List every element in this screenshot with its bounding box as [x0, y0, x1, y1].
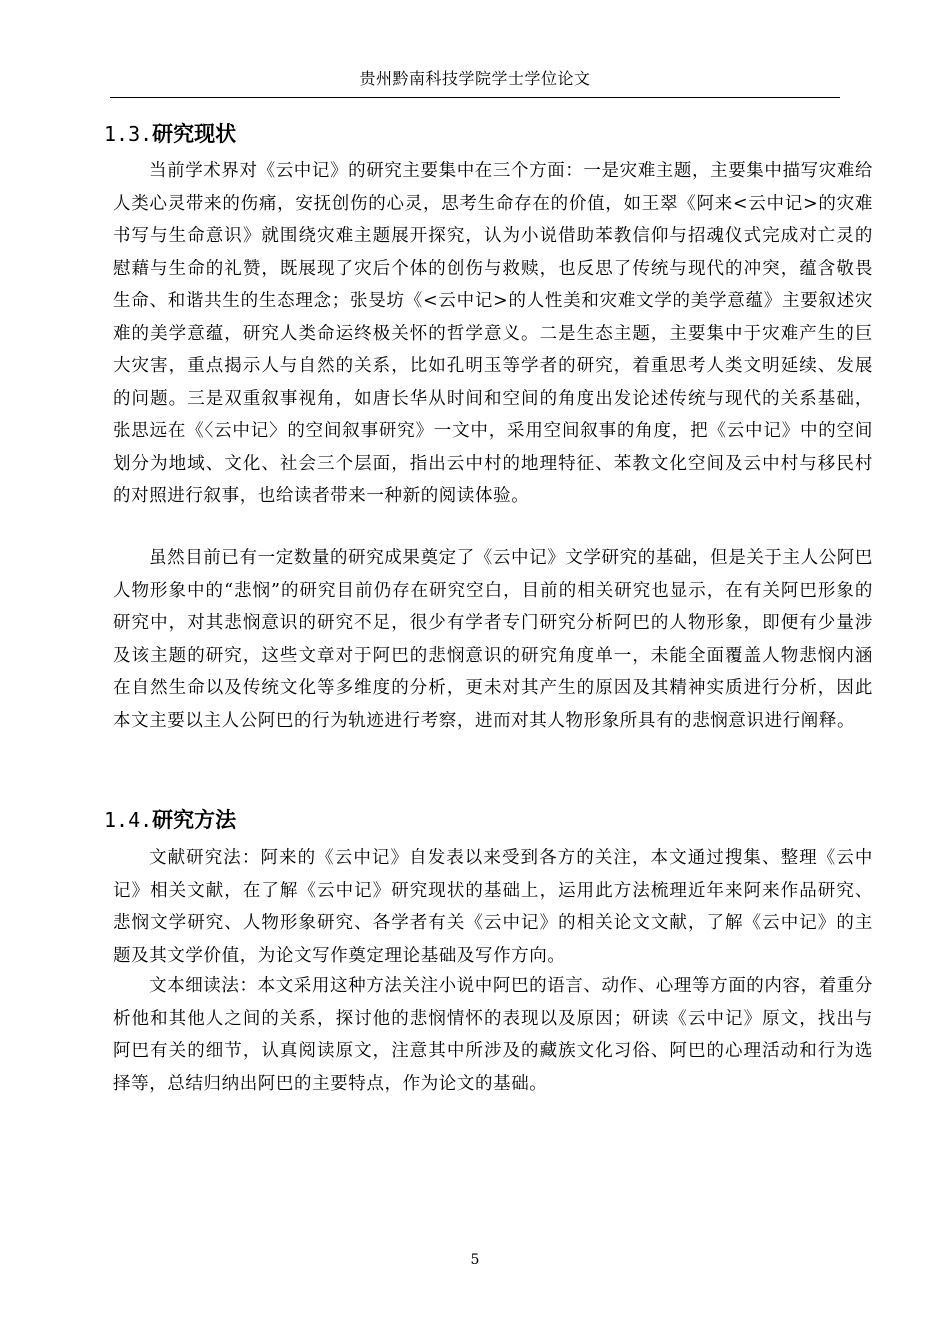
paragraph-research-status-1: 当前学术界对《云中记》的研究主要集中在三个方面：一是灾难主题，主要集中描写灾难给人类心灵带来的伤痛，安抚创伤的心灵，思考生命存在的价值，如王翠《阿来<云中记>的灾难书写与生命意识》就围绕灾难主题展开探究，认为小说借助苯教信仰与招魂仪式完成对亡灵的慰藉与生命的礼赞，既展现了灾后个体的创伤与救赎，也反思了传统与现代的冲突，蕴含敬畏生命、和谐共生的生态理念；张旻坊《<云中记>的人性美和灾难文学的美学意蕴》主要叙述灾难的美学意蕴，研究人类命运终极关怀的哲学意义。二是生态主题，主要集中于灾难产生的巨大灾害，重点揭示人与自然的关系，比如孔明玉等学者的研究，着重思考人类文明延续、发展的问题。三是双重叙事视角，如唐长华从时间和空间的角度出发论述传统与现代的关系基础，张思远在《〈云中记〉的空间叙事研究》一文中，采用空间叙事的角度，把《云中记》中的空间划分为地域、文化、社会三个层面，指出云中村的地理特征、苯教文化空间及云中村与移民村的对照进行叙事，也给读者带来一种新的阅读体验。 — [113, 161, 873, 506]
running-header: 贵州黔南科技学院学士学位论文 — [359, 69, 591, 88]
paragraph-research-status-2: 虽然目前已有一定数量的研究成果奠定了《云中记》文学研究的基础，但是关于主人公阿巴人物形象中的“悲悯”的研究目前仍存在研究空白，目前的相关研究也显示，在有关阿巴形象的研究中，对其悲悯意识的研究不足，很少有学者专门研究分析阿巴的人物形象，即便有少量涉及该主题的研究，这些文章对于阿巴的悲悯意识的研究角度单一，未能全面覆盖人物悲悯内涵在自然生命以及传统文化等多维度的分析，更未对其产生的原因及其精神实质进行分析，因此本文主要以主人公阿巴的行为轨迹进行考察，进而对其人物形象所具有的悲悯意识进行阐释。 — [113, 548, 873, 731]
section-title-text: 研究方法 — [152, 808, 237, 832]
section-heading-1-4 — [104, 804, 236, 834]
section-number: 1.3. — [104, 122, 153, 146]
section-number: 1.4. — [104, 808, 153, 832]
section-title-text: 研究现状 — [152, 122, 237, 146]
section-heading-1-3 — [104, 118, 236, 148]
paragraph-close-reading-method: 文本细读法：本文采用这种方法关注小说中阿巴的语言、动作、心理等方面的内容，着重分析他和其他人之间的关系，探讨他的悲悯情怀的表现以及原因；研读《云中记》原文，找出与阿巴有关的细节，认真阅读原文，注意其中所涉及的藏族文化习俗、阿巴的心理活动和行为选择等，总结归纳出阿巴的主要特点，作为论文的基础。 — [113, 976, 873, 1094]
paragraph-literature-method: 文献研究法：阿来的《云中记》自发表以来受到各方的关注，本文通过搜集、整理《云中记》相关文献，在了解《云中记》研究现状的基础上，运用此方法梳理近年来阿来作品研究、悲悯文学研究、人物形象研究、各学者有关《云中记》的相关论文文献，了解《云中记》的主题及其文学价值，为论文写作奠定理论基础及写作方向。 — [113, 848, 873, 966]
header-divider — [110, 97, 840, 98]
page-number: 5 — [470, 1252, 480, 1268]
